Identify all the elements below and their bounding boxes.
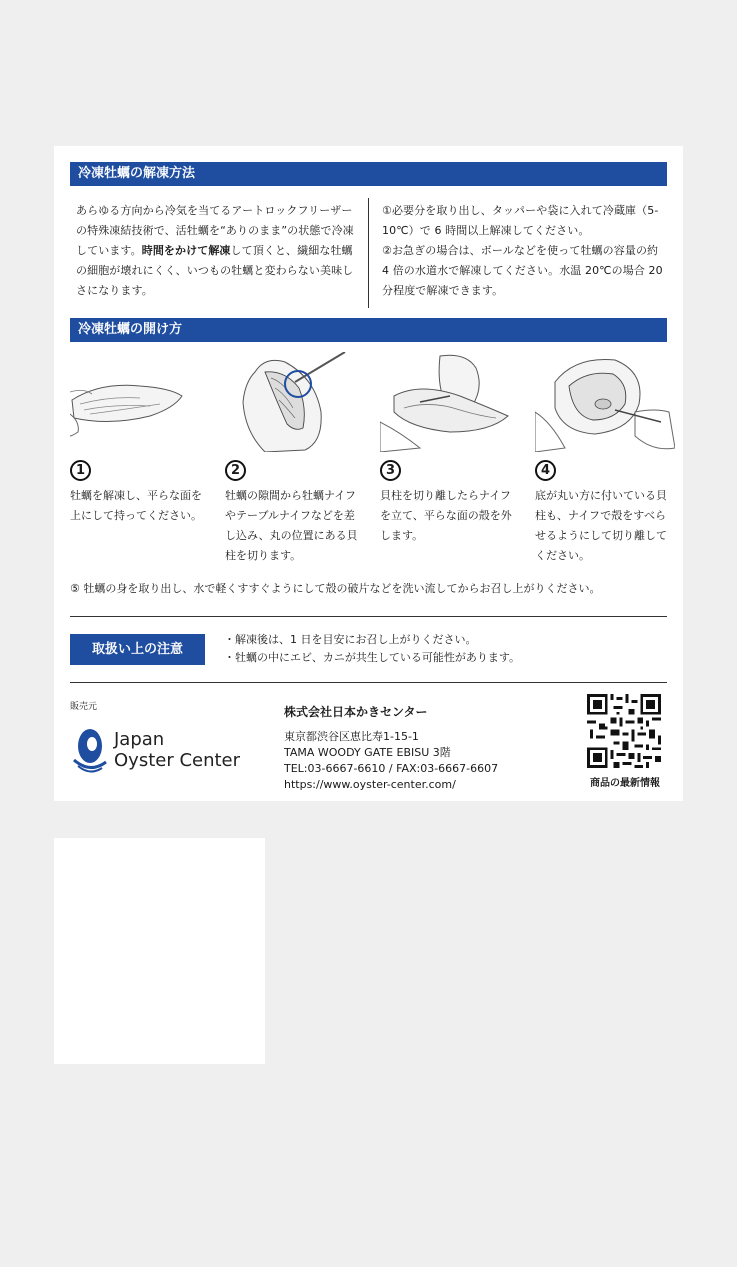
cut-muscle-illustration <box>535 352 675 452</box>
caution-item: ・解凍後は、1 日を目安にお召し上がりください。 <box>224 633 477 646</box>
knife-insert-illustration <box>225 352 365 452</box>
thawing-description <box>76 201 358 301</box>
seller-label: 販売元 <box>70 702 98 712</box>
company-address-1: 東京都渋谷区恵比寿1-15-1 <box>284 730 419 743</box>
step-number-1: 1 <box>70 460 91 481</box>
divider-bottom <box>70 682 667 683</box>
oyster-hold-illustration <box>70 352 210 452</box>
caution-label: 取扱い上の注意 <box>70 634 205 665</box>
step-text-3: 貝柱を切り離したらナイフを立て、平らな面の殻を外します。 <box>380 489 512 542</box>
oyster-logo-icon <box>72 724 110 776</box>
company-address-2: TAMA WOODY GATE EBISU 3階 <box>284 746 451 759</box>
thawing-step-2: ②お急ぎの場合は、ボールなどを使って牡蠣の容量の約 4 倍の水道水で解凍してください。水温 20℃の場合 20 分程度で解凍できます。 <box>382 244 663 297</box>
step-text-1: 牡蠣を解凍し、平らな面を上にして持ってください。 <box>70 489 202 522</box>
step-number-4: 4 <box>535 460 556 481</box>
blank-panel <box>54 838 265 1064</box>
logo-line-1: Japan <box>114 729 165 750</box>
column-divider <box>368 198 369 308</box>
thawing-steps <box>382 201 667 301</box>
section-title-thawing: 冷凍牡蠣の解凍方法 <box>70 162 667 186</box>
thawing-step-1: ①必要分を取り出し、タッパーや袋に入れて冷蔵庫（5-10℃）で 6 時間以上解凍してください。 <box>382 204 659 237</box>
caution-list <box>224 631 664 667</box>
thawing-description-bold: 時間をかけて解凍 <box>141 244 231 257</box>
step-number-2: 2 <box>225 460 246 481</box>
step-text-2: 牡蠣の隙間から牡蠣ナイフやテーブルナイフなどを差し込み、丸の位置にある貝柱を切ります。 <box>225 489 358 562</box>
company-phone: TEL:03-6667-6610 / FAX:03-6667-6607 <box>284 762 499 775</box>
step-5-note: ⑤ 牡蠣の身を取り出し、水で軽くすすぐようにして殻の破片などを洗い流してからお召し上がりください。 <box>70 582 601 595</box>
company-url[interactable]: https://www.oyster-center.com/ <box>284 778 456 791</box>
divider-top <box>70 616 667 617</box>
company-name: 株式会社日本かきセンター <box>284 705 428 719</box>
thawing-description-pre: あらゆる方向から冷気を当てるアートロックフリーザーの特殊凍結技術で、活牡蠣を“ありのまま”の状態で冷凍しています。 <box>76 204 354 257</box>
section-title-opening: 冷凍牡蠣の開け方 <box>70 318 667 342</box>
qr-caption: 商品の最新情報 <box>590 778 660 789</box>
instruction-card <box>54 146 683 801</box>
logo-wordmark <box>114 729 240 771</box>
step-text-4: 底が丸い方に付いている貝柱も、ナイフで殻をすべらせるようにして切り離してください。 <box>535 489 667 562</box>
thawing-description-post: して頂くと、繊細な牡蠣の細胞が壊れにくく、いつもの牡蠣と変わらない美味しさになります。 <box>76 244 354 297</box>
remove-shell-illustration <box>380 352 520 452</box>
company-info <box>284 703 574 793</box>
caution-item: ・牡蠣の中にエビ、カニが共生している可能性があります。 <box>224 651 521 664</box>
step-number-3: 3 <box>380 460 401 481</box>
logo-line-2: Oyster Center <box>114 750 241 771</box>
japan-oyster-center-logo <box>72 724 262 780</box>
qr-code[interactable] <box>587 694 661 768</box>
